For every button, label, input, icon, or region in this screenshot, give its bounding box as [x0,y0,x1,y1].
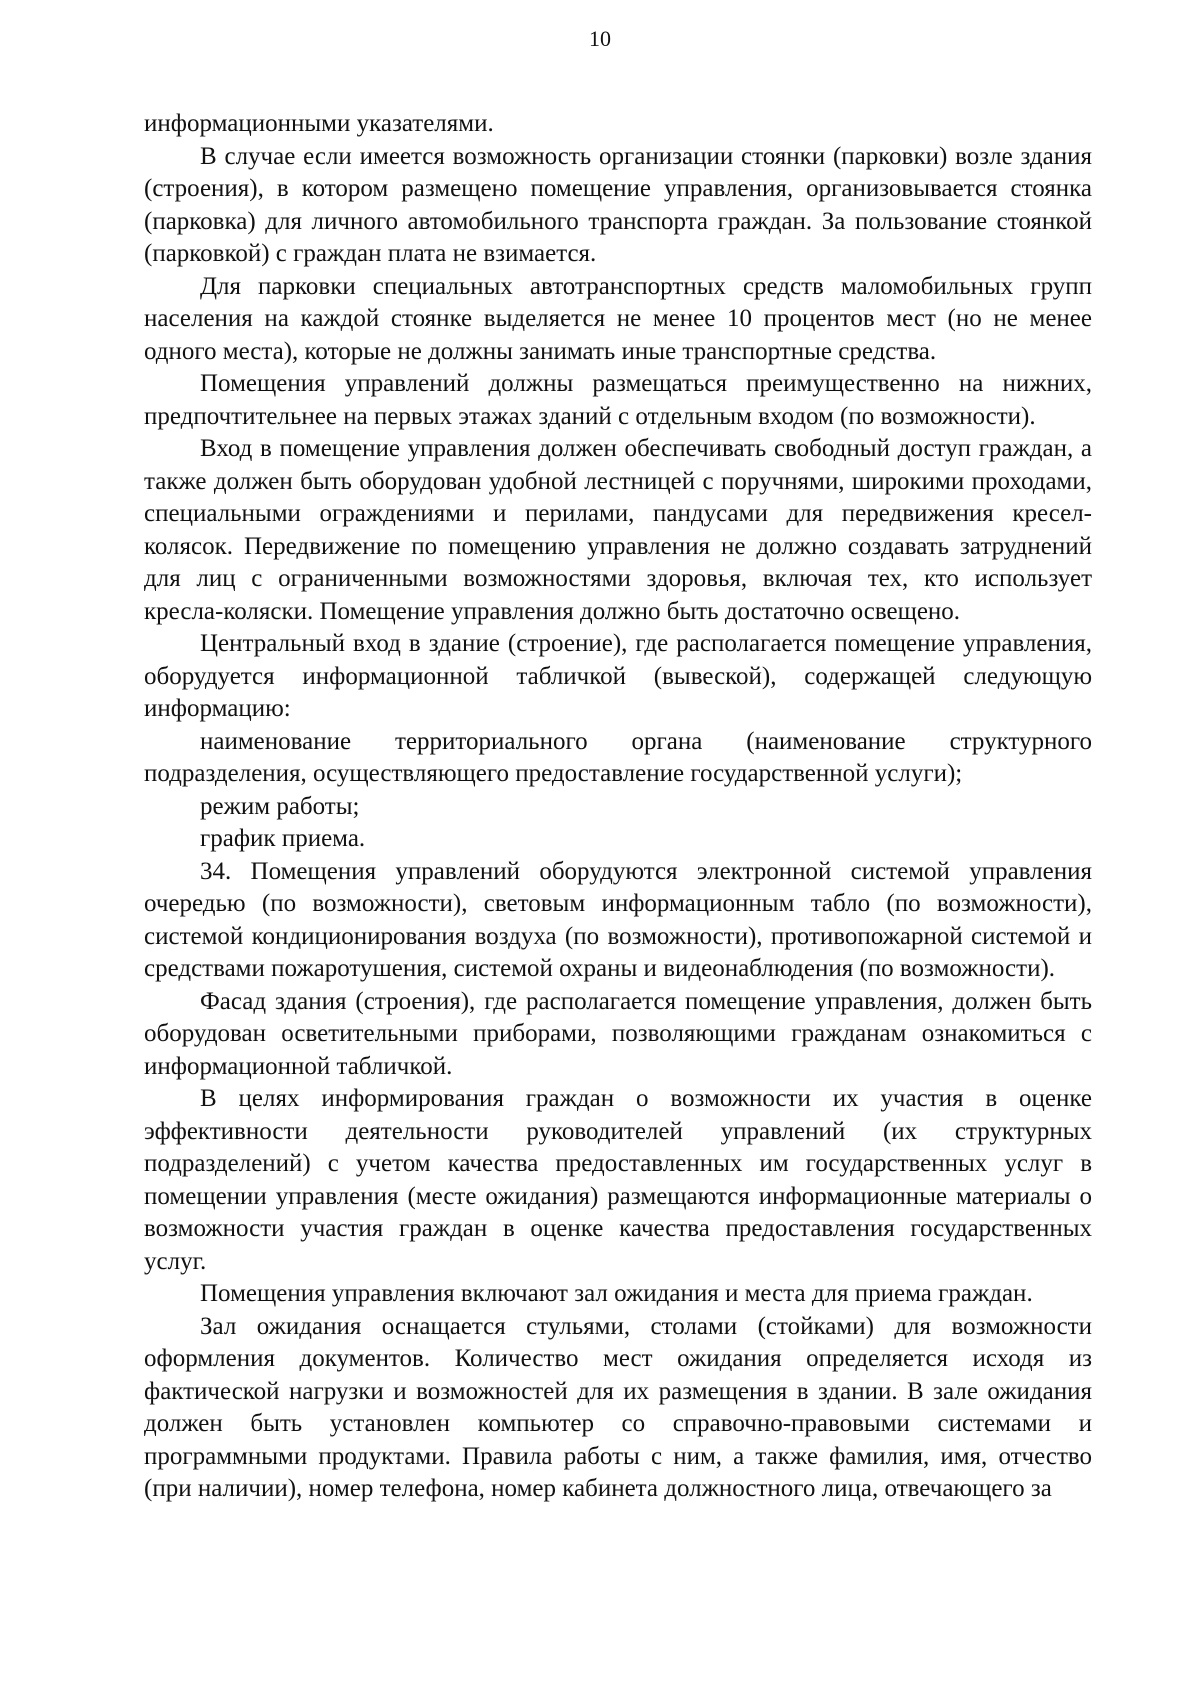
paragraph: Для парковки специальных автотранспортных средств маломобильных групп населения на каждой стоянке выделяется не менее 10 процентов мест (но не менее одного места), которые не должны занимать иные транспортные средства. [144,272,1092,365]
paragraph: режим работы; [200,792,360,820]
paragraph: 34. Помещения управлений оборудуются электронной системой управления очередью (по возможности), световым информационным табло (по возможности), системой кондиционирования воздуха (по возможности), противопожарной системой и средствами пожаротушения, системой охраны и видеонаблюдения (по возможности). [144,857,1092,982]
paragraph: В целях информирования граждан о возможности их участия в оценке эффективности деятельности руководителей управлений (их структурных подразделений) с учетом качества предоставленных им государственных услуг в помещении управления (месте ожидания) размещаются информационные материалы о возможности участия граждан в оценке качества предоставления государственных услуг. [144,1085,1092,1275]
paragraph: наименование территориального органа (наименование структурного подразделения, осуществляющего предоставление государственной услуги); [144,727,1092,787]
paragraph: Помещения управлений должны размещаться преимущественно на нижних, предпочтительнее на первых этажах зданий с отдельным входом (по возможности). [144,370,1092,430]
paragraph: график приема. [200,825,366,852]
paragraph: Зал ожидания оснащается стульями, столами (стойками) для возможности оформления документов. Количество мест ожидания определяется исходя из фактической нагрузки и возможностей для их размещения в здании. В зале ожидания должен быть установлен компьютер со справочно-правовыми системами и программными продуктами. Правила работы с ним, а также фамилия, имя, отчество (при наличии), номер телефона, номер кабинета должностного лица, отвечающего за [144,1312,1092,1502]
paragraph: В случае если имеется возможность организации стоянки (парковки) возле здания (строения), в котором размещено помещение управления, организовывается стоянка (парковка) для личного автомобильного транспорта граждан. За пользование стоянкой (парковкой) с граждан плата не взимается. [144,142,1092,267]
paragraph: Центральный вход в здание (строение), где располагается помещение управления, оборудуется информационной табличкой (вывеской), содержащей следующую информацию: [144,630,1092,722]
document-body [144,108,1092,1506]
paragraph: информационными указателями. [144,110,494,137]
paragraph: Вход в помещение управления должен обеспечивать свободный доступ граждан, а также должен быть оборудован удобной лестницей с поручнями, широкими проходами, специальными ограждениями и перилами, пандусами для передвижения кресел-колясок. Передвижение по помещению управления не должно создавать затруднений для лиц с ограниченными возможностями здоровья, включая тех, кто использует кресла-коляски. Помещение управления должно быть достаточно освещено. [144,435,1092,625]
paragraph: Фасад здания (строения), где располагается помещение управления, должен быть оборудован осветительными приборами, позволяющими гражданам ознакомиться с информационной табличкой. [144,987,1092,1080]
paragraph: Помещения управления включают зал ожидания и места для приема граждан. [200,1280,1033,1307]
page-number: 10 [589,26,611,51]
